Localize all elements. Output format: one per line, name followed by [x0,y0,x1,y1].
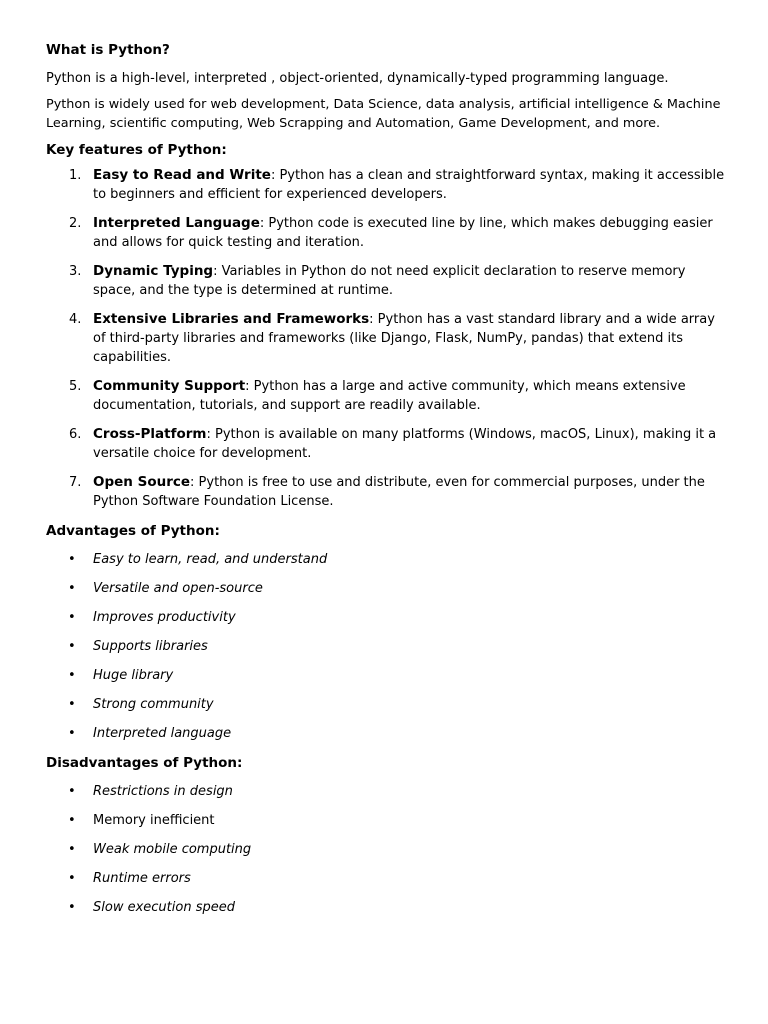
disadvantage-text: Runtime errors [93,871,191,886]
bullet-icon: • [68,871,76,886]
list-item [46,666,726,685]
disadvantage-text: Restrictions in design [93,784,233,799]
feature-number: 4. [69,312,82,327]
bullet-icon: • [68,697,76,712]
list-item [46,695,726,714]
advantage-text: Huge library [93,668,174,683]
feature-term: Open Source [93,474,191,490]
intro-paragraph-1: Python is a high-level, interpreted , object-oriented, dynamically-typed programming language. [46,71,669,86]
feature-number: 7. [69,475,82,490]
section-heading-advantages: Advantages of Python: [46,523,220,539]
list-item [46,608,726,627]
section-heading-what-is-python: What is Python? [46,42,170,58]
feature-term: Easy to Read and Write [93,167,271,183]
bullet-icon: • [68,784,76,799]
list-item [46,637,726,656]
list-item [46,898,726,917]
advantage-text: Improves productivity [93,610,236,625]
feature-item [46,166,726,204]
advantage-text: Strong community [93,697,214,712]
disadvantages-list [46,782,726,917]
advantage-text: Versatile and open-source [93,581,263,596]
feature-description: : Python has a vast standard library and a wide array of third-party libraries and frameworks (like Django, Flask, NumPy, pandas) that extend its capabilities. [93,312,715,365]
feature-item [46,214,726,252]
bullet-icon: • [68,610,76,625]
list-item [46,550,726,569]
list-item [46,840,726,859]
list-item [46,579,726,598]
feature-description: : Python has a clean and straightforward syntax, making it accessible to beginners and efficient for experienced developers. [93,168,725,202]
bullet-icon: • [68,581,76,596]
feature-term: Cross-Platform [93,426,207,442]
feature-item [46,310,726,367]
bullet-icon: • [68,668,76,683]
section-heading-disadvantages: Disadvantages of Python: [46,755,243,771]
feature-number: 3. [69,264,82,279]
feature-item [46,473,726,511]
intro-paragraph-2: Python is widely used for web development, Data Science, data analysis, artificial intelligence & Machine Learning, scientific computing, Web Scrapping and Automation, Game Development, and more. [46,97,721,131]
disadvantage-text: Weak mobile computing [93,842,252,857]
feature-description: : Python code is executed line by line, which makes debugging easier and allows for quick testing and iteration. [93,216,713,250]
advantage-text: Easy to learn, read, and understand [93,552,328,567]
disadvantage-text: Slow execution speed [93,900,235,915]
bullet-icon: • [68,639,76,654]
advantages-list [46,550,726,743]
bullet-icon: • [68,900,76,915]
feature-item [46,377,726,415]
feature-number: 1. [69,168,82,183]
list-item [46,811,726,830]
bullet-icon: • [68,842,76,857]
bullet-icon: • [68,726,76,741]
feature-term: Extensive Libraries and Frameworks [93,311,370,327]
feature-term: Interpreted Language [93,215,260,231]
feature-item [46,262,726,300]
feature-term: Community Support [93,378,246,394]
feature-term: Dynamic Typing [93,263,214,279]
section-heading-key-features: Key features of Python: [46,142,227,158]
features-list [46,166,726,511]
list-item [46,869,726,888]
feature-description: : Python is available on many platforms (Windows, macOS, Linux), making it a versatile choice for development. [93,427,717,461]
document-page [46,40,726,927]
advantage-text: Supports libraries [93,639,208,654]
list-item [46,724,726,743]
feature-number: 5. [69,379,82,394]
feature-number: 6. [69,427,82,442]
feature-description: : Variables in Python do not need explicit declaration to reserve memory space, and the type is determined at runtime. [93,264,686,298]
feature-description: : Python is free to use and distribute, even for commercial purposes, under the Python Software Foundation License. [93,475,705,509]
feature-number: 2. [69,216,82,231]
bullet-icon: • [68,813,76,828]
advantage-text: Interpreted language [93,726,232,741]
feature-description: : Python has a large and active community, which means extensive documentation, tutorials, and support are readily available. [93,379,686,413]
list-item [46,782,726,801]
disadvantage-text: Memory inefficient [93,813,215,828]
feature-item [46,425,726,463]
bullet-icon: • [68,552,76,567]
